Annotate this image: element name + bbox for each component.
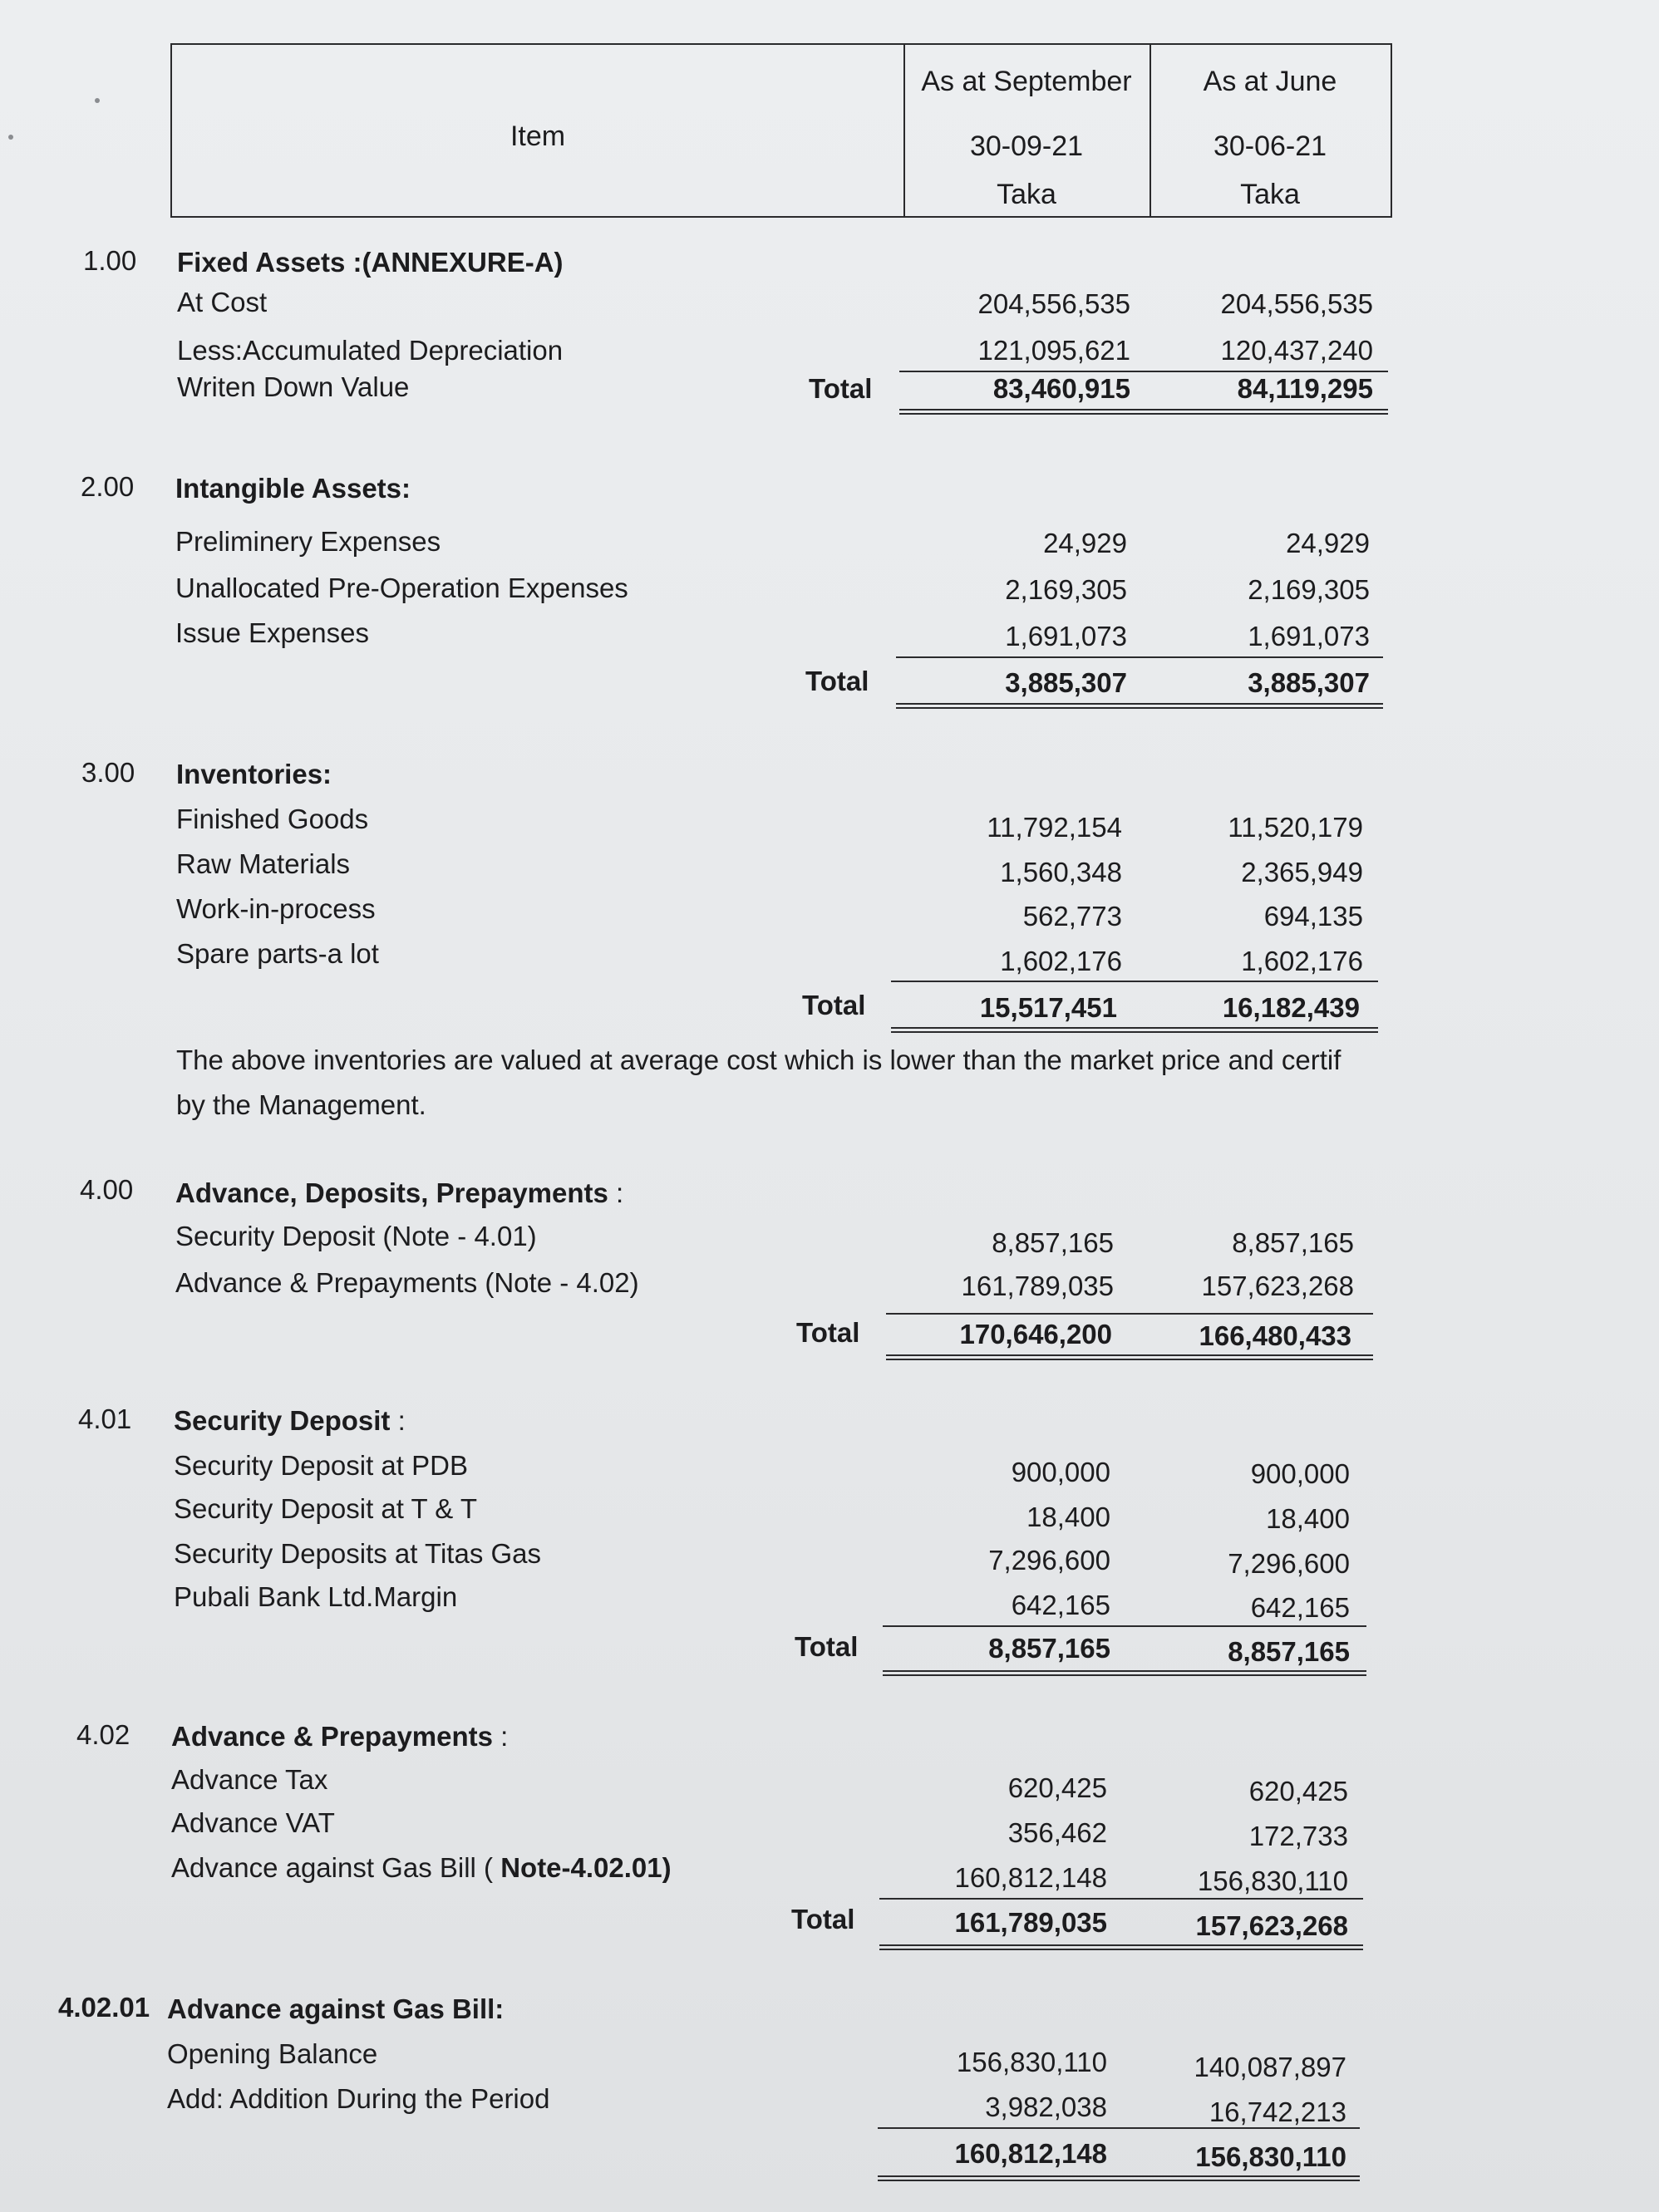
september-header-date: 30-09-21 [969, 130, 1084, 162]
september-value: 1,560,348 [1000, 857, 1122, 887]
total-label: Total [805, 666, 869, 696]
june-value: 1,691,073 [1248, 621, 1370, 651]
september-total: 161,789,035 [954, 1907, 1107, 1938]
item-header-label: Item [510, 120, 566, 152]
line-item-label: Writen Down Value [177, 371, 410, 402]
line-item-label: Issue Expenses [175, 617, 369, 648]
total-label: Total [802, 990, 866, 1020]
september-value: 562,773 [1022, 901, 1122, 931]
section-title-text: Advance, Deposits, Prepayments [175, 1177, 608, 1208]
line-item-label-text: Advance against Gas Bill ( [171, 1852, 501, 1883]
line-item-label: Less:Accumulated Depreciation [177, 335, 564, 366]
september-value: 156,830,110 [956, 2047, 1107, 2077]
line-item-label: Spare parts-a lot [176, 938, 379, 969]
september-total: 8,857,165 [988, 1633, 1110, 1664]
june-header-date: 30-06-21 [1213, 130, 1327, 162]
section-title-text: Security Deposit [174, 1405, 391, 1436]
september-value: 3,982,038 [985, 2092, 1107, 2122]
total-double-rule [879, 1944, 1363, 1950]
section-title [171, 1720, 508, 1753]
september-total: 160,812,148 [954, 2138, 1107, 2169]
subtotal-rule [891, 981, 1378, 982]
june-total: 156,830,110 [1195, 2141, 1346, 2172]
section-title-colon: : [390, 1405, 406, 1436]
september-value: 1,691,073 [1005, 621, 1127, 651]
september-total: 3,885,307 [1005, 667, 1127, 698]
june-total: 3,885,307 [1248, 667, 1370, 698]
september-value: 161,789,035 [961, 1271, 1114, 1301]
section-title: Advance against Gas Bill: [167, 1993, 505, 2024]
section-number: 4.01 [78, 1403, 132, 1434]
september-total: 15,517,451 [979, 992, 1117, 1023]
september-value: 204,556,535 [977, 288, 1130, 319]
section-number: 2.00 [81, 471, 135, 502]
june-value: 642,165 [1250, 1592, 1350, 1623]
line-item-label [171, 1851, 672, 1885]
june-value: 172,733 [1248, 1821, 1348, 1851]
total-double-rule [886, 1354, 1373, 1360]
scan-speck [8, 135, 13, 140]
june-total: 84,119,295 [1237, 373, 1373, 404]
column-header-table [170, 43, 1392, 218]
section-title-colon: : [608, 1177, 624, 1208]
total-label: Total [809, 373, 873, 404]
june-total: 16,182,439 [1222, 992, 1360, 1023]
september-value: 121,095,621 [977, 335, 1130, 366]
june-value: 24,929 [1286, 528, 1370, 558]
inventory-valuation-note: The above inventories are valued at average cost which is lower than the market price and certif [176, 1045, 1341, 1075]
september-value: 2,169,305 [1005, 574, 1127, 605]
section-title-colon: : [493, 1721, 509, 1752]
subtotal-rule [878, 2127, 1360, 2129]
total-double-rule [878, 2175, 1360, 2181]
june-value: 18,400 [1266, 1503, 1350, 1534]
line-item-label: Advance VAT [171, 1807, 335, 1838]
section-number: 4.02 [76, 1719, 130, 1750]
section-number: 4.02.01 [58, 1992, 150, 2023]
line-item-label: Preliminery Expenses [175, 526, 441, 557]
scan-speck [95, 98, 100, 103]
september-value: 160,812,148 [954, 1862, 1107, 1893]
section-title-text: Advance & Prepayments [171, 1721, 493, 1752]
note-reference: Note-4.02.01 [500, 1852, 662, 1883]
total-double-rule [891, 1027, 1378, 1033]
line-item-label: Security Deposit at T & T [174, 1493, 477, 1524]
subtotal-rule [896, 656, 1383, 658]
subtotal-rule [883, 1625, 1366, 1627]
section-number: 3.00 [81, 757, 135, 788]
june-value: 2,365,949 [1241, 857, 1363, 887]
section-title: Inventories: [176, 759, 332, 789]
september-total: 83,460,915 [992, 373, 1130, 404]
september-value: 356,462 [1007, 1817, 1107, 1848]
june-value: 8,857,165 [1232, 1227, 1354, 1258]
line-item-label: Unallocated Pre-Operation Expenses [175, 573, 628, 603]
line-item-label: Finished Goods [176, 804, 369, 834]
item-column-header [172, 45, 905, 216]
total-double-rule [883, 1670, 1366, 1676]
note-reference-close: ) [662, 1852, 672, 1883]
june-value: 620,425 [1248, 1776, 1348, 1806]
total-double-rule [899, 409, 1388, 415]
june-total: 166,480,433 [1199, 1320, 1351, 1351]
inventory-valuation-note-cont: by the Management. [176, 1089, 426, 1120]
section-title: Fixed Assets :(ANNEXURE-A) [177, 247, 564, 278]
june-value: 157,623,268 [1201, 1271, 1354, 1301]
september-value: 620,425 [1007, 1772, 1107, 1803]
june-value: 900,000 [1250, 1458, 1350, 1489]
section-title [174, 1404, 406, 1438]
line-item-label: Security Deposit at PDB [174, 1450, 468, 1481]
line-item-label: Raw Materials [176, 848, 351, 879]
section-title [175, 1177, 623, 1210]
line-item-label: Pubali Bank Ltd.Margin [174, 1581, 458, 1612]
september-header-line1: As at September [921, 66, 1132, 97]
line-item-label: Advance & Prepayments (Note - 4.02) [175, 1267, 639, 1298]
june-total: 157,623,268 [1195, 1910, 1348, 1941]
subtotal-rule [879, 1898, 1363, 1900]
september-value: 11,792,154 [987, 812, 1122, 843]
june-value: 204,556,535 [1220, 288, 1373, 319]
june-value: 2,169,305 [1248, 574, 1370, 605]
total-label: Total [791, 1904, 855, 1934]
line-item-label: At Cost [177, 287, 268, 317]
line-item-label: Opening Balance [167, 2038, 378, 2069]
subtotal-rule [886, 1313, 1373, 1315]
september-header-currency: Taka [997, 179, 1056, 210]
line-item-label: Work-in-process [176, 893, 376, 924]
total-label: Total [795, 1631, 859, 1662]
september-value: 900,000 [1011, 1457, 1110, 1487]
june-header-line1: As at June [1203, 66, 1337, 97]
june-value: 694,135 [1263, 901, 1363, 931]
june-value: 7,296,600 [1228, 1548, 1350, 1579]
june-value: 156,830,110 [1197, 1865, 1348, 1896]
line-item-label: Advance Tax [171, 1764, 328, 1795]
june-value: 1,602,176 [1241, 946, 1363, 976]
september-value: 7,296,600 [988, 1545, 1110, 1575]
june-column-header [1149, 45, 1391, 216]
june-value: 120,437,240 [1220, 335, 1373, 366]
section-number: 4.00 [80, 1174, 134, 1205]
september-value: 24,929 [1043, 528, 1127, 558]
september-value: 642,165 [1011, 1590, 1110, 1620]
september-value: 1,602,176 [1000, 946, 1122, 976]
line-item-label: Security Deposit (Note - 4.01) [175, 1221, 537, 1251]
june-header-currency: Taka [1240, 179, 1300, 210]
total-double-rule [896, 703, 1383, 709]
section-title: Intangible Assets: [175, 473, 411, 504]
section-number: 1.00 [83, 245, 137, 276]
line-item-label: Security Deposits at Titas Gas [174, 1538, 542, 1569]
total-label: Total [796, 1317, 860, 1348]
june-total: 8,857,165 [1228, 1636, 1350, 1667]
june-value: 140,087,897 [1194, 2052, 1346, 2082]
september-value: 18,400 [1026, 1502, 1110, 1532]
june-value: 16,742,213 [1209, 2096, 1346, 2127]
september-column-header [903, 45, 1151, 216]
line-item-label: Add: Addition During the Period [167, 2083, 550, 2114]
september-value: 8,857,165 [992, 1227, 1114, 1258]
june-value: 11,520,179 [1228, 812, 1363, 843]
september-total: 170,646,200 [959, 1319, 1112, 1349]
